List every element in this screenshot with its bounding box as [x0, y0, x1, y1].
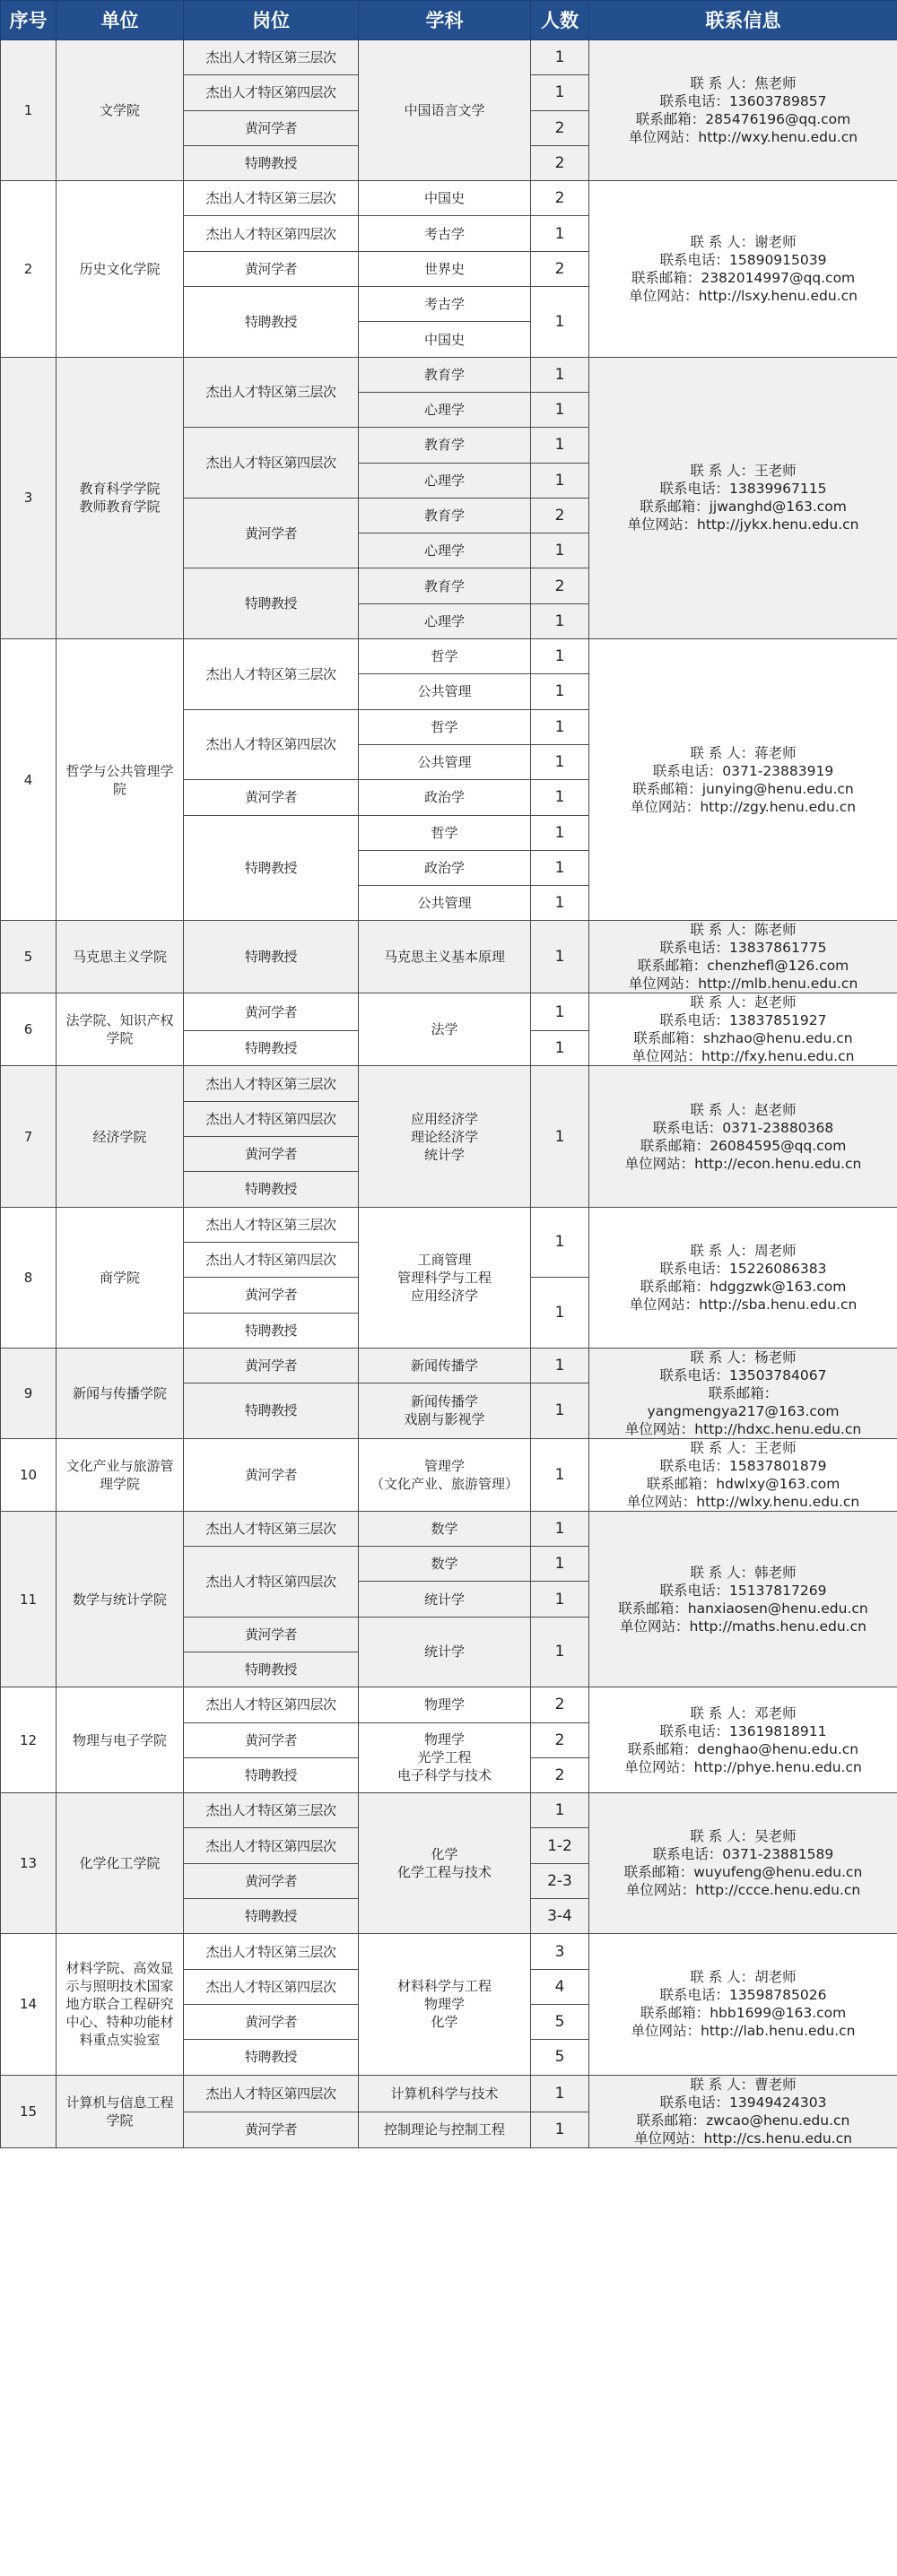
contact-line: 联系邮箱：zwcao@henu.edu.cn: [636, 2112, 850, 2129]
unit-group: [1, 1207, 897, 1348]
contact-line: 单位网站：http://lab.henu.edu.cn: [631, 2023, 856, 2040]
contact-cell: [589, 357, 897, 638]
contact-line: 联系邮箱：shzhao@henu.edu.cn: [633, 1030, 853, 1047]
subject-cell: 心理学: [359, 463, 531, 498]
subject-cell: 物理学: [359, 1687, 531, 1722]
subject-cell: 公共管理: [359, 744, 531, 779]
unit-cell: 经济学院: [57, 1066, 184, 1207]
position-cell: 黄河学者: [184, 1278, 359, 1313]
contact-line: 单位网站：http://econ.henu.edu.cn: [624, 1155, 862, 1172]
count-cell: 1: [531, 921, 589, 993]
subject-cell: 计算机科学与技术: [359, 2075, 531, 2112]
contact-line: 联 系 人：赵老师: [690, 1101, 797, 1118]
contact-line: 单位网站：http://fxy.henu.edu.cn: [631, 1048, 855, 1065]
position-cell: 黄河学者: [184, 993, 359, 1031]
contact-line: 联 系 人：焦老师: [690, 75, 797, 92]
contact-line: 单位网站：http://lsxy.henu.edu.cn: [629, 287, 858, 304]
contact-line: 单位网站：http://hdxc.henu.edu.cn: [624, 1420, 862, 1437]
subject-cell: 材料科学与工程 物理学 化学: [359, 1934, 531, 2075]
unit-group: [1, 1511, 897, 1687]
contact-line: 联系邮箱：285476196@qq.com: [635, 111, 851, 128]
table-row: [1, 181, 897, 216]
position-cell: 杰出人才特区第三层次: [184, 1511, 359, 1546]
count-cell: 1: [531, 1383, 589, 1439]
count-cell: 2: [531, 1687, 589, 1722]
seq-cell: 13: [1, 1793, 57, 1934]
unit-group: [1, 357, 897, 638]
seq-cell: 3: [1, 357, 57, 638]
subject-cell: 世界史: [359, 251, 531, 286]
count-cell: 1: [531, 993, 589, 1031]
unit-cell: 马克思主义学院: [57, 921, 184, 993]
count-cell: 1: [531, 1438, 589, 1511]
subject-cell: 公共管理: [359, 674, 531, 709]
subject-cell: 考古学: [359, 287, 531, 322]
position-cell: 黄河学者: [184, 110, 359, 145]
seq-cell: 8: [1, 1207, 57, 1348]
unit-cell: 教育科学学院 教师教育学院: [57, 357, 184, 638]
contact-line: 联 系 人：胡老师: [690, 1969, 797, 1986]
subject-cell: 法学: [359, 993, 531, 1066]
position-cell: 杰出人才特区第三层次: [184, 1793, 359, 1828]
position-cell: 杰出人才特区第三层次: [184, 181, 359, 216]
subject-cell: 新闻传播学 戏剧与影视学: [359, 1383, 531, 1439]
position-cell: 黄河学者: [184, 1438, 359, 1511]
contact-line: 联系电话：15890915039: [659, 251, 827, 268]
seq-cell: 10: [1, 1438, 57, 1511]
unit-group: [1, 1438, 897, 1511]
subject-cell: 控制理论与控制工程: [359, 2112, 531, 2147]
subject-cell: 教育学: [359, 498, 531, 533]
position-cell: 黄河学者: [184, 1863, 359, 1898]
seq-cell: 5: [1, 921, 57, 993]
contact-line: 联系邮箱：denghao@henu.edu.cn: [627, 1740, 859, 1757]
contact-line: 联系电话：13603789857: [659, 93, 827, 110]
count-cell: 1: [531, 1066, 589, 1207]
contact-line: 联系邮箱：hdwlxy@163.com: [646, 1475, 840, 1492]
subject-cell: 新闻传播学: [359, 1348, 531, 1383]
count-cell: 2: [531, 181, 589, 216]
subject-cell: 中国史: [359, 322, 531, 357]
position-cell: 特聘教授: [184, 1383, 359, 1439]
position-cell: 黄河学者: [184, 498, 359, 568]
contact-line: 联系邮箱：chenzhefl@126.com: [637, 958, 849, 975]
count-cell: 1: [531, 1793, 589, 1828]
contact-cell: [589, 1207, 897, 1348]
count-cell: 5: [531, 2040, 589, 2075]
subject-cell: 数学: [359, 1511, 531, 1546]
contact-cell: [589, 993, 897, 1066]
count-cell: 1: [531, 1617, 589, 1687]
count-cell: 1-2: [531, 1828, 589, 1863]
count-cell: 1: [531, 40, 589, 75]
contact-line: 联系邮箱：26084595@qq.com: [640, 1137, 847, 1154]
unit-cell: 化学化工学院: [57, 1793, 184, 1934]
contact-line: 联 系 人：王老师: [690, 463, 797, 480]
unit-group: [1, 921, 897, 993]
unit-cell: 数学与统计学院: [57, 1511, 184, 1687]
contact-line: 联系电话：15837801879: [659, 1457, 827, 1474]
contact-line: 联系邮箱：hanxiaosen@henu.edu.cn: [618, 1600, 868, 1617]
contact-line: 联 系 人：赵老师: [690, 994, 797, 1011]
count-cell: 1: [531, 603, 589, 638]
table-row: [1, 1207, 897, 1242]
contact-line: 单位网站：http://cs.henu.edu.cn: [634, 2129, 852, 2147]
subject-cell: 心理学: [359, 533, 531, 568]
contact-line: 单位网站：http://sba.henu.edu.cn: [629, 1296, 858, 1313]
count-cell: 2: [531, 110, 589, 145]
position-cell: 特聘教授: [184, 1899, 359, 1934]
contact-line: 联 系 人：曹老师: [690, 2076, 797, 2093]
table-row: [1, 1511, 897, 1546]
contact-line: 单位网站：http://zgy.henu.edu.cn: [630, 798, 857, 815]
unit-cell: 新闻与传播学院: [57, 1348, 184, 1438]
count-cell: 1: [531, 1207, 589, 1278]
subject-cell: 哲学: [359, 815, 531, 850]
unit-cell: 计算机与信息工程学院: [57, 2075, 184, 2147]
table-row: [1, 40, 897, 75]
contact-line: 联系电话：15137817269: [659, 1582, 827, 1599]
count-cell: 1: [531, 1511, 589, 1546]
position-cell: 杰出人才特区第四层次: [184, 1547, 359, 1618]
table-row: [1, 357, 897, 392]
count-cell: 1: [531, 1348, 589, 1383]
subject-cell: 心理学: [359, 603, 531, 638]
contact-line: 联 系 人：王老师: [690, 1439, 797, 1456]
position-cell: 特聘教授: [184, 2040, 359, 2075]
unit-group: [1, 1687, 897, 1793]
unit-cell: 商学院: [57, 1207, 184, 1348]
subject-cell: 中国语言文学: [359, 40, 531, 181]
subject-cell: 工商管理 管理科学与工程 应用经济学: [359, 1207, 531, 1348]
position-cell: 特聘教授: [184, 568, 359, 639]
unit-cell: 历史文化学院: [57, 181, 184, 357]
contact-line: 联系电话：0371-23880368: [652, 1119, 834, 1136]
count-cell: 1: [531, 815, 589, 850]
contact-line: 联系邮箱：hbb1699@163.com: [640, 2005, 847, 2022]
unit-cell: 文化产业与旅游管理学院: [57, 1438, 184, 1511]
position-cell: 特聘教授: [184, 1313, 359, 1348]
contact-line: 联系电话：13598785026: [659, 1987, 827, 2004]
position-cell: 特聘教授: [184, 1172, 359, 1207]
subject-cell: 应用经济学 理论经济学 统计学: [359, 1066, 531, 1207]
count-cell: 1: [531, 780, 589, 815]
unit-cell: 哲学与公共管理学院: [57, 639, 184, 921]
count-cell: 2-3: [531, 1863, 589, 1898]
subject-cell: 管理学 （文化产业、旅游管理）: [359, 1438, 531, 1511]
position-cell: 杰出人才特区第四层次: [184, 2075, 359, 2112]
header-count: 人数: [531, 1, 589, 40]
position-cell: 杰出人才特区第四层次: [184, 428, 359, 499]
contact-line: 联系邮箱：jjwanghd@163.com: [640, 499, 847, 516]
position-cell: 黄河学者: [184, 780, 359, 815]
count-cell: 3-4: [531, 1899, 589, 1934]
contact-cell: [589, 2075, 897, 2147]
contact-line: 联系电话：13619818911: [659, 1722, 827, 1739]
table-row: [1, 1934, 897, 1969]
seq-cell: 11: [1, 1511, 57, 1687]
subject-cell: 统计学: [359, 1617, 531, 1687]
contact-line: 联系电话：13949424303: [659, 2094, 827, 2111]
count-cell: 1: [531, 392, 589, 427]
count-cell: 1: [531, 709, 589, 744]
position-cell: 杰出人才特区第三层次: [184, 1066, 359, 1101]
count-cell: 1: [531, 674, 589, 709]
unit-group: [1, 2075, 897, 2147]
count-cell: 2: [531, 1757, 589, 1792]
count-cell: 1: [531, 850, 589, 885]
unit-group: [1, 1066, 897, 1207]
count-cell: 1: [531, 428, 589, 463]
position-cell: 黄河学者: [184, 2112, 359, 2147]
contact-line: 联系邮箱：junying@henu.edu.cn: [632, 780, 854, 797]
subject-cell: 教育学: [359, 357, 531, 392]
contact-line: 联 系 人：杨老师: [690, 1349, 797, 1366]
contact-line: 单位网站：http://mlb.henu.edu.cn: [628, 976, 858, 993]
contact-line: 联 系 人：周老师: [690, 1242, 797, 1259]
contact-cell: [589, 181, 897, 357]
position-cell: 黄河学者: [184, 1722, 359, 1757]
subject-cell: 哲学: [359, 639, 531, 674]
unit-cell: 文学院: [57, 40, 184, 181]
count-cell: 2: [531, 568, 589, 603]
unit-cell: 物理与电子学院: [57, 1687, 184, 1793]
count-cell: 1: [531, 886, 589, 921]
position-cell: 杰出人才特区第四层次: [184, 709, 359, 780]
position-cell: 特聘教授: [184, 921, 359, 993]
position-cell: 杰出人才特区第四层次: [184, 75, 359, 110]
subject-cell: 考古学: [359, 216, 531, 251]
contact-line: 单位网站：http://maths.henu.edu.cn: [620, 1618, 867, 1635]
subject-cell: 政治学: [359, 850, 531, 885]
unit-cell: 材料学院、高效显示与照明技术国家地方联合工程研究中心、特种功能材料重点实验室: [57, 1934, 184, 2075]
subject-cell: 公共管理: [359, 886, 531, 921]
contact-line: 联 系 人：韩老师: [690, 1564, 797, 1581]
unit-group: [1, 639, 897, 921]
position-cell: 特聘教授: [184, 287, 359, 358]
contact-line: 联 系 人：谢老师: [690, 233, 797, 250]
count-cell: 1: [531, 216, 589, 251]
contact-cell: [589, 921, 897, 993]
position-cell: 杰出人才特区第三层次: [184, 639, 359, 710]
subject-cell: 心理学: [359, 392, 531, 427]
contact-cell: [589, 639, 897, 921]
unit-group: [1, 1348, 897, 1438]
position-cell: 黄河学者: [184, 2004, 359, 2039]
contact-cell: [589, 1438, 897, 1511]
contact-line: 单位网站：http://wlxy.henu.edu.cn: [626, 1493, 860, 1510]
count-cell: 5: [531, 2004, 589, 2039]
seq-cell: 9: [1, 1348, 57, 1438]
count-cell: 1: [531, 2075, 589, 2112]
contact-line: 单位网站：http://ccce.henu.edu.cn: [625, 1882, 861, 1899]
table-row: [1, 1793, 897, 1828]
subject-cell: 教育学: [359, 568, 531, 603]
count-cell: 1: [531, 1547, 589, 1582]
contact-cell: [589, 1934, 897, 2075]
header-unit: 单位: [57, 1, 184, 40]
subject-cell: 中国史: [359, 181, 531, 216]
position-cell: 杰出人才特区第四层次: [184, 1969, 359, 2004]
seq-cell: 7: [1, 1066, 57, 1207]
position-cell: 杰出人才特区第三层次: [184, 1207, 359, 1242]
count-cell: 2: [531, 1722, 589, 1757]
subject-cell: 物理学 光学工程 电子科学与技术: [359, 1722, 531, 1793]
position-cell: 黄河学者: [184, 1348, 359, 1383]
position-cell: 杰出人才特区第四层次: [184, 216, 359, 251]
contact-line: 联系邮箱：: [708, 1384, 779, 1401]
contact-line: 联系邮箱：2382014997@qq.com: [631, 269, 856, 286]
subject-cell: 政治学: [359, 780, 531, 815]
position-cell: 杰出人才特区第三层次: [184, 1934, 359, 1969]
position-cell: 杰出人才特区第三层次: [184, 357, 359, 428]
contact-line: 联 系 人：吴老师: [690, 1828, 797, 1845]
contact-line: yangmengya217@163.com: [647, 1402, 840, 1419]
contact-line: 联系邮箱：wuyufeng@henu.edu.cn: [623, 1864, 863, 1881]
contact-line: 联系电话：0371-23883919: [652, 762, 834, 779]
contact-line: 联系邮箱：hdggzwk@163.com: [640, 1278, 847, 1295]
seq-cell: 4: [1, 639, 57, 921]
count-cell: 1: [531, 75, 589, 110]
count-cell: 2: [531, 498, 589, 533]
position-cell: 杰出人才特区第四层次: [184, 1242, 359, 1277]
contact-line: 单位网站：http://phye.henu.edu.cn: [624, 1758, 862, 1775]
unit-group: [1, 993, 897, 1066]
position-cell: 杰出人才特区第三层次: [184, 40, 359, 75]
position-cell: 特聘教授: [184, 815, 359, 921]
contact-line: 联系电话：0371-23881589: [652, 1846, 834, 1863]
contact-cell: [589, 1066, 897, 1207]
unit-cell: 法学院、知识产权学院: [57, 993, 184, 1066]
position-cell: 特聘教授: [184, 1652, 359, 1687]
contact-line: 联 系 人：邓老师: [690, 1704, 797, 1722]
count-cell: 1: [531, 2112, 589, 2147]
contact-line: 单位网站：http://wxy.henu.edu.cn: [628, 129, 858, 146]
seq-cell: 1: [1, 40, 57, 181]
contact-line: 联系电话：13837861775: [659, 940, 827, 957]
contact-line: 联 系 人：陈老师: [690, 922, 797, 939]
header-contact: 联系信息: [589, 1, 897, 40]
subject-cell: 统计学: [359, 1582, 531, 1617]
count-cell: 2: [531, 251, 589, 286]
count-cell: 1: [531, 744, 589, 779]
contact-cell: [589, 1348, 897, 1438]
position-cell: 黄河学者: [184, 1137, 359, 1172]
seq-cell: 2: [1, 181, 57, 357]
position-cell: 特聘教授: [184, 1757, 359, 1792]
subject-cell: 哲学: [359, 709, 531, 744]
count-cell: 1: [531, 639, 589, 674]
count-cell: 1: [531, 1278, 589, 1349]
seq-cell: 15: [1, 2075, 57, 2147]
contact-line: 联系电话：13503784067: [659, 1366, 827, 1383]
unit-group: [1, 40, 897, 181]
contact-line: 单位网站：http://jykx.henu.edu.cn: [627, 516, 859, 533]
table-row: [1, 1066, 897, 1101]
contact-line: 联 系 人：蒋老师: [690, 744, 797, 761]
header-position: 岗位: [184, 1, 359, 40]
position-cell: 杰出人才特区第四层次: [184, 1828, 359, 1863]
seq-cell: 12: [1, 1687, 57, 1793]
contact-cell: [589, 1511, 897, 1687]
position-cell: 杰出人才特区第四层次: [184, 1687, 359, 1722]
header-subject: 学科: [359, 1, 531, 40]
count-cell: 1: [531, 1582, 589, 1617]
seq-cell: 6: [1, 993, 57, 1066]
subject-cell: 教育学: [359, 428, 531, 463]
count-cell: 1: [531, 287, 589, 358]
subject-cell: 马克思主义基本原理: [359, 921, 531, 993]
subject-cell: 化学 化学工程与技术: [359, 1793, 531, 1934]
position-cell: 黄河学者: [184, 251, 359, 286]
subject-cell: 数学: [359, 1547, 531, 1582]
count-cell: 1: [531, 357, 589, 392]
contact-cell: [589, 40, 897, 181]
count-cell: 3: [531, 1934, 589, 1969]
table-row: [1, 639, 897, 674]
count-cell: 1: [531, 463, 589, 498]
unit-group: [1, 1934, 897, 2075]
table-header: [1, 1, 897, 40]
contact-line: 联系电话：15226086383: [659, 1260, 827, 1277]
contact-cell: [589, 1793, 897, 1934]
header-seq: 序号: [1, 1, 57, 40]
position-cell: 特聘教授: [184, 145, 359, 180]
contact-line: 联系电话：13839967115: [659, 481, 827, 498]
seq-cell: 14: [1, 1934, 57, 2075]
count-cell: 1: [531, 1031, 589, 1066]
unit-group: [1, 181, 897, 357]
count-cell: 1: [531, 533, 589, 568]
count-cell: 4: [531, 1969, 589, 2004]
position-cell: 杰出人才特区第四层次: [184, 1101, 359, 1136]
count-cell: 2: [531, 145, 589, 180]
contact-line: 联系电话：13837851927: [659, 1012, 827, 1029]
position-cell: 黄河学者: [184, 1617, 359, 1652]
position-cell: 特聘教授: [184, 1031, 359, 1066]
contact-cell: [589, 1687, 897, 1793]
unit-group: [1, 1793, 897, 1934]
